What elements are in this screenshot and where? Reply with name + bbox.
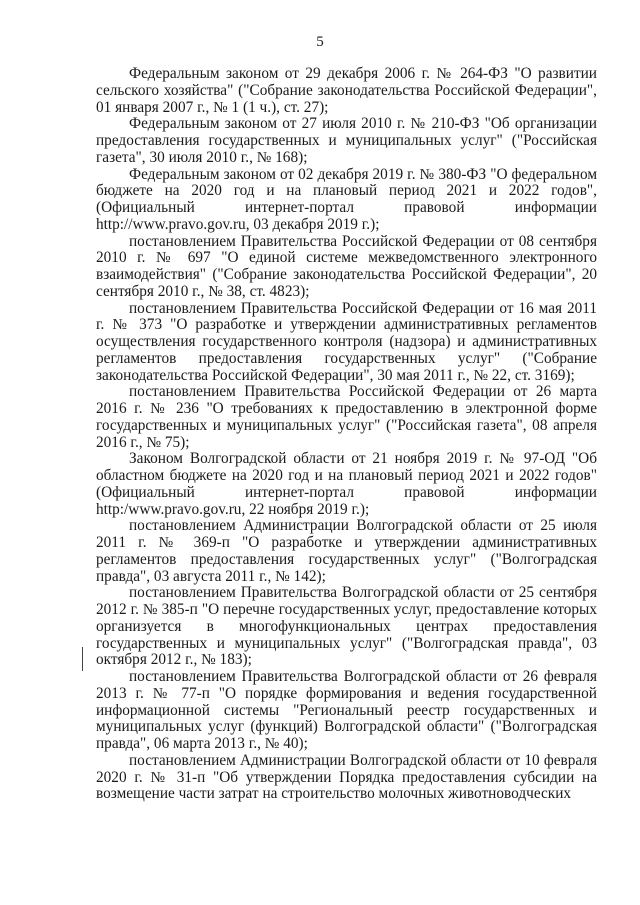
paragraph: постановлением Правительства Российской Федерации от 16 мая 2011 г. № 373 "О разработке и утверждении административных регламентов осуществления государственного контроля (надзора) и административных регламентов предоставления государственных услуг" ("Собрание законодательства Российской Федерации", 30 мая 2011 г., № 22, ст. 3169); bbox=[96, 299, 597, 384]
margin-mark bbox=[82, 647, 83, 671]
paragraph: постановлением Правительства Волгоградской области от 26 февраля 2013 г. № 77-п "О порядке формирования и ведения государственной информационной системы "Региональный реестр государственных и муниципальных услуг (функций) Волгоградской области" ("Волгоградская правда", 06 марта 2013 г., № 40); bbox=[96, 668, 597, 752]
page-number: 5 bbox=[316, 34, 324, 50]
paragraph: постановлением Правительства Волгоградской области от 25 сентября 2012 г. № 385-п "О перечне государственных услуг, предоставление которых организуется в многофункциональных центрах предоставления государственных и муниципальных услуг" ("Волгоградская правда", 03 октября 2012 г., № 183); bbox=[96, 584, 597, 669]
document-body bbox=[96, 66, 597, 803]
paragraph: Федеральным законом от 02 декабря 2019 г. № 380-ФЗ "О федеральном бюджете на 2020 год и на плановый период 2021 и 2022 годов", (Официальный интернет-портал правовой информации http://www.pravo.gov.ru, 03 декабря 2019 г.); bbox=[96, 165, 597, 233]
paragraph: постановлением Администрации Волгоградской области от 10 февраля 2020 г. № 31-п "Об утверждении Порядка предоставления субсидии на возмещение части затрат на строительство молочных животноводческих bbox=[96, 751, 597, 803]
paragraph: Федеральным законом от 29 декабря 2006 г. № 264-ФЗ "О развитии сельского хозяйства" ("Собрание законодательства Российской Федерации", 01 января 2007 г., № 1 (1 ч.), ст. 27); bbox=[96, 65, 597, 116]
paragraph: постановлением Администрации Волгоградской области от 25 июля 2011 г. № 369-п "О разработке и утверждении административных регламентов предоставления государственных услуг" ("Волгоградская правда", 03 августа 2011 г., № 142); bbox=[96, 517, 597, 585]
paragraph: постановлением Правительства Российской Федерации от 26 марта 2016 г. № 236 "О требованиях к предоставлению в электронной форме государственных и муниципальных услуг" ("Российская газета", 08 апреля 2016 г., № 75); bbox=[96, 383, 597, 451]
paragraph: Федеральным законом от 27 июля 2010 г. № 210-ФЗ "Об организации предоставления государственных и муниципальных услуг" ("Российская газета", 30 июля 2010 г., № 168); bbox=[96, 115, 597, 166]
paragraph: постановлением Правительства Российской Федерации от 08 сентября 2010 г. № 697 "О единой системе межведомственного электронного взаимодействия" ("Собрание законодательства Российской Федерации", 20 сентября 2010 г., № 38, ст. 4823); bbox=[96, 232, 597, 300]
paragraph: Законом Волгоградской области от 21 ноября 2019 г. № 97-ОД "Об областном бюджете на 2020 год и на плановый период 2021 и 2022 годов" (Официальный интернет-портал правовой информации http:/www.pravo.gov.ru, 22 ноября 2019 г.); bbox=[96, 450, 597, 518]
